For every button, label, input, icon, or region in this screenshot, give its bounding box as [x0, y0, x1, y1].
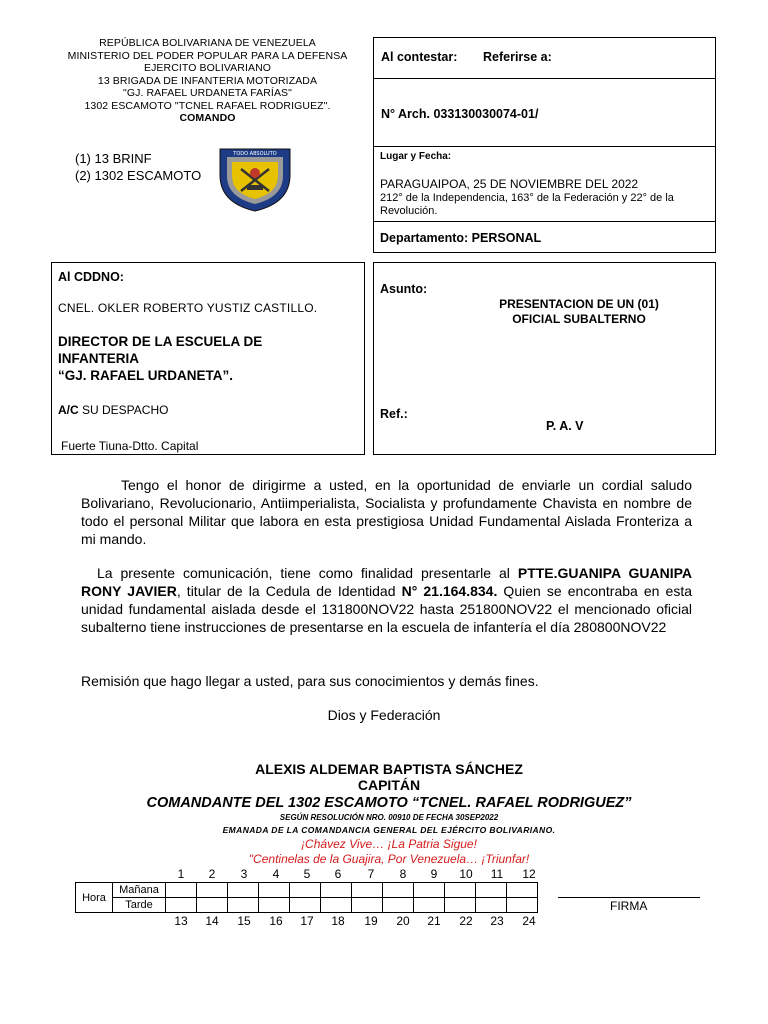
tarde-label: Tarde — [113, 898, 166, 913]
unit-emblem-icon — [217, 145, 293, 213]
recipient-name: CNEL. OKLER ROBERTO YUSTIZ CASTILLO. — [58, 301, 318, 315]
schedule-cell[interactable] — [197, 898, 228, 913]
referirse-label: Referirse a: — [483, 50, 552, 64]
hora-label: Hora — [76, 883, 113, 913]
signatory-position: COMANDANTE DEL 1302 ESCAMOTO “TCNEL. RAFAEL RODRIGUEZ” — [146, 795, 632, 811]
schedule-cell[interactable] — [166, 883, 197, 898]
hour-number: 12 — [522, 867, 536, 881]
lugar-fecha: PARAGUAIPOA, 25 DE NOVIEMBRE DEL 2022 — [380, 177, 639, 191]
body-paragraph-3: Remisión que hago llegar a usted, para sus conocimientos y demás fines. — [81, 673, 539, 689]
schedule-cell[interactable] — [383, 883, 414, 898]
hour-number: 24 — [522, 914, 536, 928]
firma-label: FIRMA — [610, 899, 648, 913]
recipient-box — [51, 262, 365, 455]
era-text: 212° de la Independencia, 163° de la Federación y 22° de la Revolución. — [380, 192, 674, 217]
recipient-title-line: DIRECTOR DE LA ESCUELA DE — [58, 334, 263, 349]
hour-number: 3 — [240, 867, 248, 881]
schedule-cell[interactable] — [197, 883, 228, 898]
schedule-cell[interactable] — [290, 898, 321, 913]
letterhead-comando: COMANDO — [179, 112, 236, 124]
manana-label: Mañana — [113, 883, 166, 898]
hour-number: 21 — [427, 914, 441, 928]
hour-number: 11 — [490, 867, 504, 881]
schedule-cell[interactable] — [166, 898, 197, 913]
hour-number: 2 — [208, 867, 216, 881]
schedule-cell[interactable] — [259, 883, 290, 898]
schedule-cell[interactable] — [321, 883, 352, 898]
letterhead-line: REPÚBLICA BOLIVARIANA DE VENEZUELA — [99, 37, 316, 49]
schedule-cell[interactable] — [507, 898, 538, 913]
emblem-text: TODO ABSOLUTO — [233, 151, 277, 157]
recipient-title-line: “GJ. RAFAEL URDANETA”. — [58, 368, 234, 383]
hour-number: 13 — [174, 914, 188, 928]
hour-number: 20 — [396, 914, 410, 928]
schedule-cell[interactable] — [476, 898, 507, 913]
letterhead-line: "GJ. RAFAEL URDANETA FARÍAS" — [123, 87, 292, 99]
schedule-cell[interactable] — [290, 883, 321, 898]
motto-line-1: ¡Chávez Vive… ¡La Patria Sigue! — [301, 837, 477, 851]
schedule-cell[interactable] — [476, 883, 507, 898]
hour-number: 15 — [237, 914, 251, 928]
hour-number: 1 — [177, 867, 185, 881]
schedule-cell[interactable] — [507, 883, 538, 898]
letterhead-line: EJERCITO BOLIVARIANO — [143, 62, 272, 74]
resolution-line-2: EMANADA DE LA COMANDANCIA GENERAL DEL EJÉRCITO BOLIVARIANO. — [222, 825, 556, 835]
ref-label: Ref.: — [380, 407, 408, 421]
hour-number: 23 — [490, 914, 504, 928]
schedule-cell[interactable] — [383, 898, 414, 913]
hour-number: 18 — [331, 914, 345, 928]
body-p2-intro: La presente comunicación, tiene como finalidad presentarle al — [97, 565, 518, 581]
asunto-text — [454, 297, 704, 327]
schedule-cell[interactable] — [445, 883, 476, 898]
signature-line — [558, 897, 700, 898]
attention-line — [58, 403, 168, 417]
recipient-label: Al CDDNO: — [58, 270, 124, 284]
id-number: N° 21.164.834. — [401, 583, 498, 599]
ref-value: P. A. V — [546, 419, 584, 433]
signatory-name: ALEXIS ALDEMAR BAPTISTA SÁNCHEZ — [255, 761, 523, 777]
body-p2-mid: , titular de la Cedula de Identidad — [176, 583, 402, 599]
letterhead-line: 1302 ESCAMOTO "TCNEL RAFAEL RODRIGUEZ". — [84, 99, 331, 112]
recipient-location: Fuerte Tiuna-Dtto. Capital — [61, 439, 199, 453]
letterhead — [55, 37, 360, 125]
hour-number: 4 — [272, 867, 280, 881]
departamento: Departamento: PERSONAL — [380, 231, 542, 245]
schedule-cell[interactable] — [321, 898, 352, 913]
asunto-line: OFICIAL SUBALTERNO — [512, 312, 646, 326]
hour-number: 7 — [367, 867, 375, 881]
officer-name: PTTE.GUANIPA GUANIPA RONY JAVIER — [81, 565, 693, 599]
recipient-title-line: INFANTERIA — [58, 351, 139, 366]
lugar-fecha-label: Lugar y Fecha: — [380, 151, 452, 162]
hour-number: 5 — [303, 867, 311, 881]
hour-number: 22 — [459, 914, 473, 928]
schedule-cell[interactable] — [414, 883, 445, 898]
distribution-list — [75, 150, 201, 184]
schedule-cell[interactable] — [259, 898, 290, 913]
closing-text: Dios y Federación — [327, 707, 441, 723]
hour-number: 17 — [300, 914, 314, 928]
body-paragraph-1: Tengo el honor de dirigirme a usted, en la oportunidad de enviarle un cordial saludo Bolivariano, Revolucionario, Antiimperialista, Socialista y profundamente Chavista en nombre de todo el personal Militar que labora en esta prestigiosa Unidad Fundamental Aislada Fronteriza a mi mando. — [81, 477, 692, 547]
body-p2-end: Quien se encontraba en esta unidad fundamental aislada desde el 131800NOV22 hasta 251800NOV22 el mencionado oficial subalterno tiene instrucciones de presentarse en la escuela de infantería el día 280800NOV22 — [81, 583, 693, 635]
recipient-title — [58, 333, 262, 384]
schedule-cell[interactable] — [414, 898, 445, 913]
archivo-number: N° Arch. 033130030074-01/ — [381, 107, 539, 121]
hour-number: 19 — [364, 914, 378, 928]
asunto-label: Asunto: — [380, 282, 428, 296]
attention-label: A/C — [58, 403, 79, 417]
attention-text: SU DESPACHO — [78, 403, 169, 417]
reference-box — [373, 37, 716, 253]
schedule-cell[interactable] — [228, 883, 259, 898]
signatory-rank: CAPITÁN — [357, 777, 421, 793]
schedule-cell[interactable] — [445, 898, 476, 913]
hour-number: 10 — [459, 867, 473, 881]
contestar-label: Al contestar: — [381, 50, 458, 64]
hour-number: 16 — [269, 914, 283, 928]
letterhead-line: 13 BRIGADA DE INFANTERIA MOTORIZADA — [97, 74, 318, 87]
letterhead-line: MINISTERIO DEL PODER POPULAR PARA LA DEFENSA — [67, 49, 348, 62]
subject-box — [373, 262, 716, 455]
resolution-line-1: SEGÚN RESOLUCIÓN NRO. 00910 DE FECHA 30SEP2022 — [279, 813, 499, 822]
schedule-cell[interactable] — [352, 883, 383, 898]
motto-line-2: "Centinelas de la Guajira, Por Venezuela… ¡Triunfar! — [248, 852, 530, 866]
asunto-line: PRESENTACION DE UN (01) — [499, 297, 659, 311]
hour-number: 8 — [399, 867, 407, 881]
body-paragraph-2 — [81, 564, 692, 636]
distribution-item: (2) 1302 ESCAMOTO — [75, 168, 202, 183]
hour-number: 6 — [334, 867, 342, 881]
schedule-cell[interactable] — [352, 898, 383, 913]
schedule-cell[interactable] — [228, 898, 259, 913]
hour-number: 9 — [430, 867, 438, 881]
schedule-grid — [75, 882, 538, 913]
hour-number: 14 — [205, 914, 219, 928]
distribution-item: (1) 13 BRINF — [75, 151, 152, 166]
